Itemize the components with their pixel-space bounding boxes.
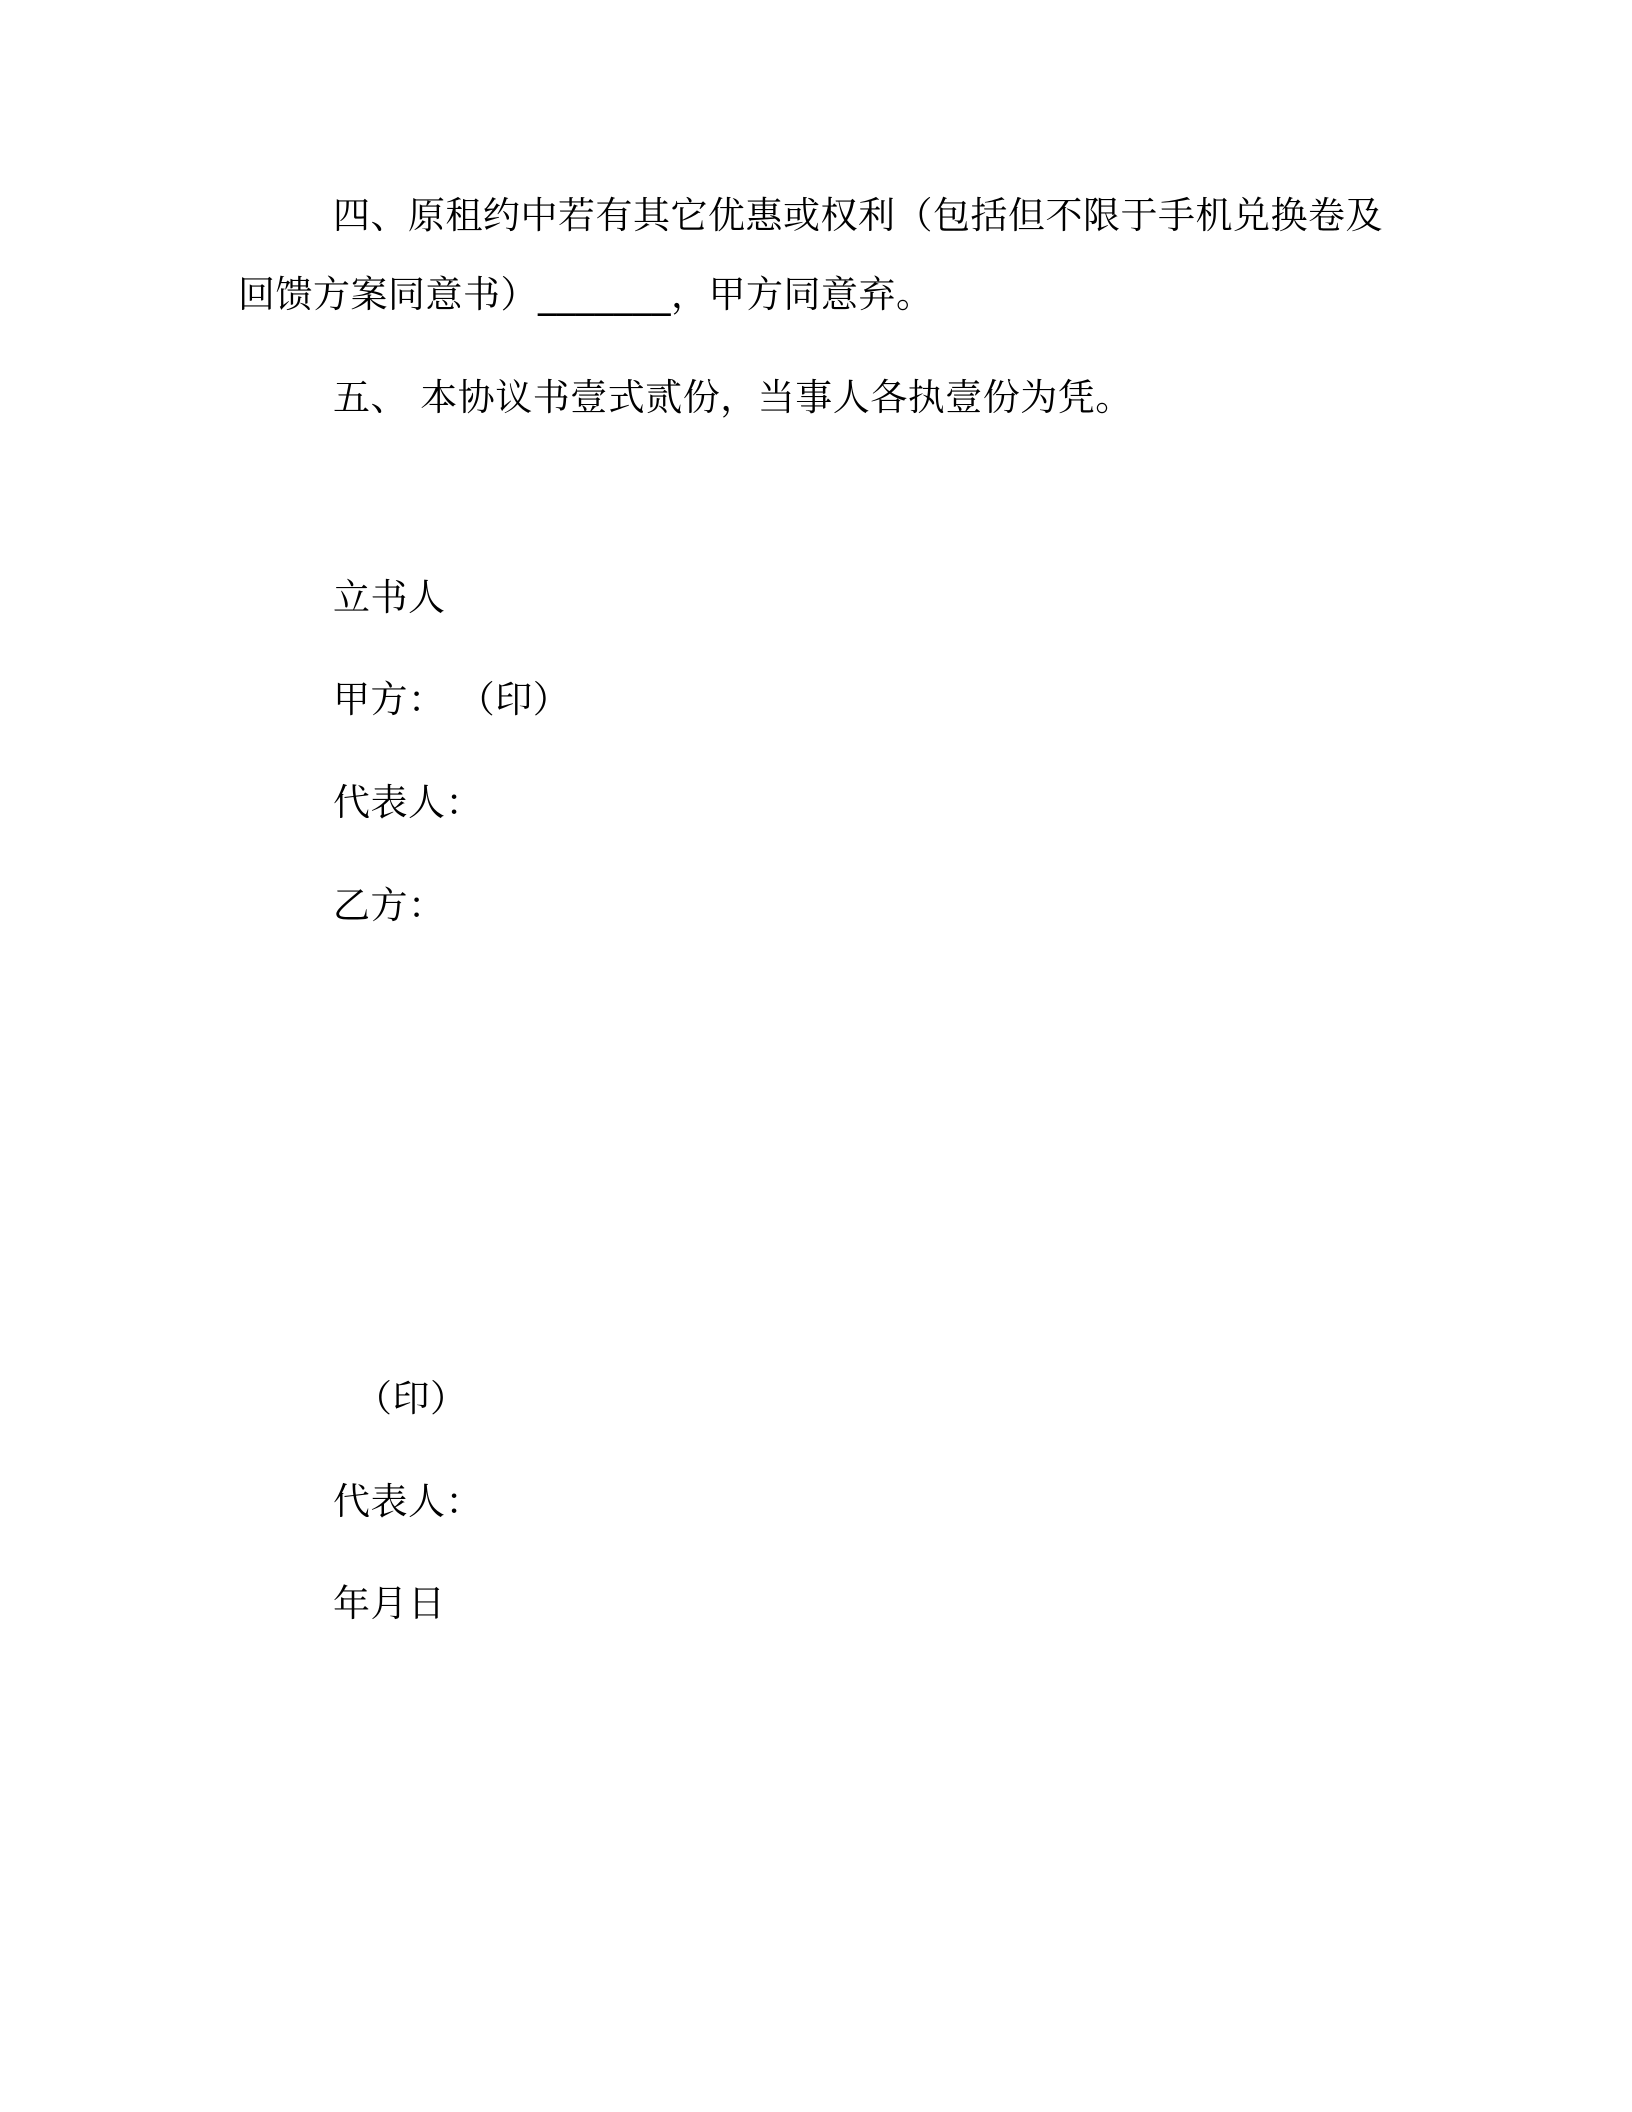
party-b-seal: （印） [355,1377,468,1420]
clause-5: 五、 本协议书壹式贰份，当事人各执壹份为凭。 [333,376,1133,419]
party-a-representative: 代表人： [333,781,483,824]
party-a-line: 甲方： （印） [333,678,571,721]
party-b-representative: 代表人： [333,1480,483,1523]
date-line: 年月日 [333,1582,446,1625]
clause-4-line-1: 四、原租约中若有其它优惠或权利（包括但不限于手机兑换卷及 [333,194,1383,237]
clause-4-line-2: 回馈方案同意书）_______，甲方同意弃。 [238,273,934,316]
party-b-line: 乙方： [333,884,446,927]
signatory-heading: 立书人 [333,576,446,619]
